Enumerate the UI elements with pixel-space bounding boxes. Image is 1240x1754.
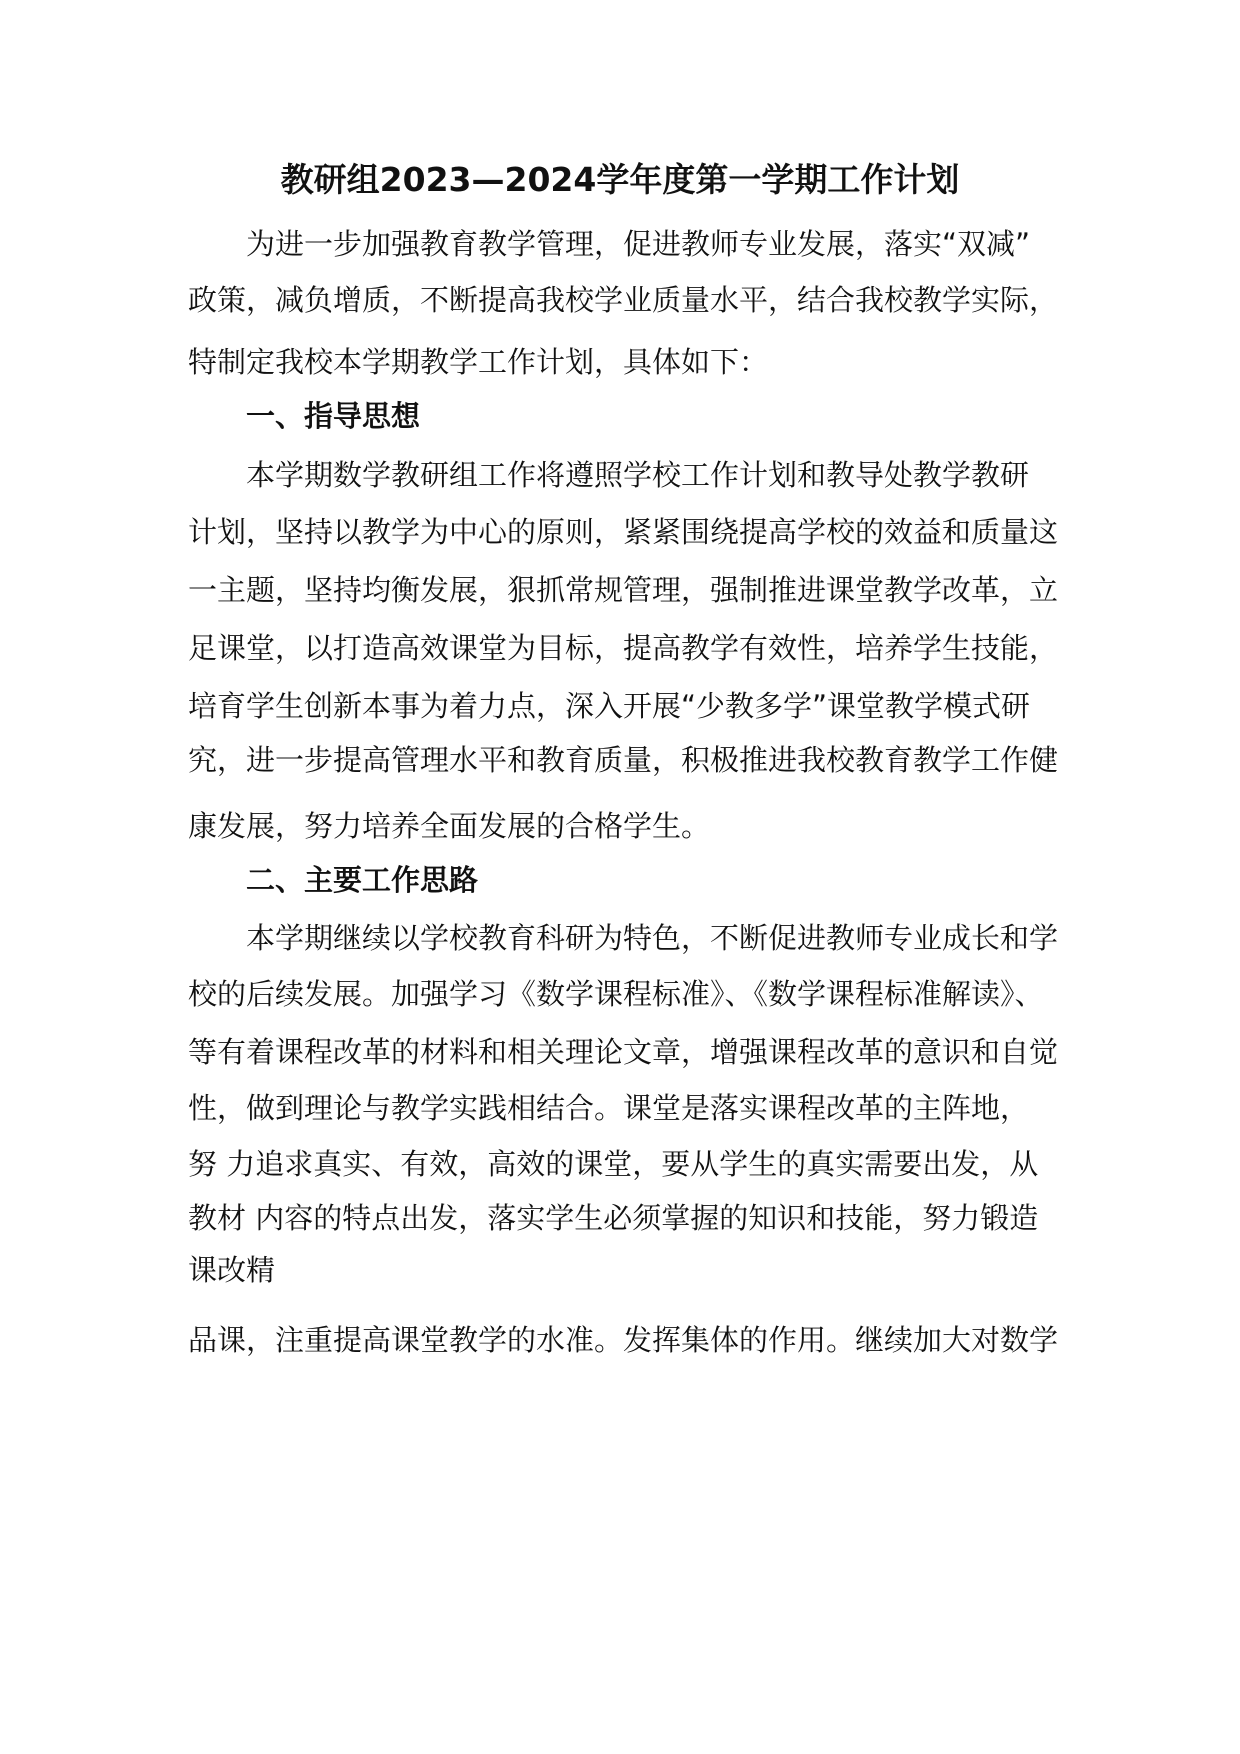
paragraph-line: 本学期继续以学校教育科研为特色，不断促进教师专业成长和学: [246, 921, 1059, 955]
paragraph-line: 培育学生创新本事为着力点，深入开展“少教多学”课堂教学模式研: [188, 689, 1031, 723]
paragraph-line: 等有着课程改革的材料和相关理论文章，增强课程改革的意识和自觉: [188, 1035, 1059, 1069]
paragraph-line: 计划，坚持以教学为中心的原则，紧紧围绕提高学校的效益和质量这: [188, 515, 1059, 549]
paragraph-line: 本学期数学教研组工作将遵照学校工作计划和教导处教学教研: [246, 458, 1030, 492]
paragraph-line: 校的后续发展。加强学习《数学课程标准》、《数学课程标准解读》、: [188, 977, 1044, 1011]
section-heading-guiding-thought: 一、指导思想: [246, 399, 421, 433]
paragraph-line: 努 力追求真实、有效，高效的课堂，要从学生的真实需要出发，从: [188, 1147, 1039, 1181]
paragraph-line: 一主题，坚持均衡发展，狠抓常规管理，强制推进课堂教学改革，立: [188, 573, 1059, 607]
intro-line-1: 为进一步加强教育教学管理，促进教师专业发展，落实“双减”: [246, 227, 1031, 261]
paragraph-line: 教材 内容的特点出发，落实学生必须掌握的知识和技能，努力锻造: [188, 1201, 1039, 1235]
paragraph-line: 品课，注重提高课堂教学的水准。发挥集体的作用。继续加大对数学: [188, 1323, 1059, 1357]
intro-line-3: 特制定我校本学期教学工作计划，具体如下：: [188, 345, 769, 379]
intro-line-2: 政策，减负增质，不断提高我校学业质量水平，结合我校教学实际，: [188, 283, 1059, 317]
section-heading-main-ideas: 二、主要工作思路: [246, 863, 479, 897]
paragraph-line: 足课堂，以打造高效课堂为目标，提高教学有效性，培养学生技能，: [188, 631, 1059, 665]
paragraph-line: 性，做到理论与教学实践相结合。课堂是落实课程改革的主阵地，: [188, 1091, 1030, 1125]
paragraph-line: 康发展，努力培养全面发展的合格学生。: [188, 809, 711, 843]
paragraph-line: 究，进一步提高管理水平和教育质量，积极推进我校教育教学工作健: [188, 743, 1059, 777]
paragraph-line: 课改精: [188, 1253, 276, 1287]
page-title: 教研组2023—2024学年度第一学期工作计划: [280, 160, 960, 199]
